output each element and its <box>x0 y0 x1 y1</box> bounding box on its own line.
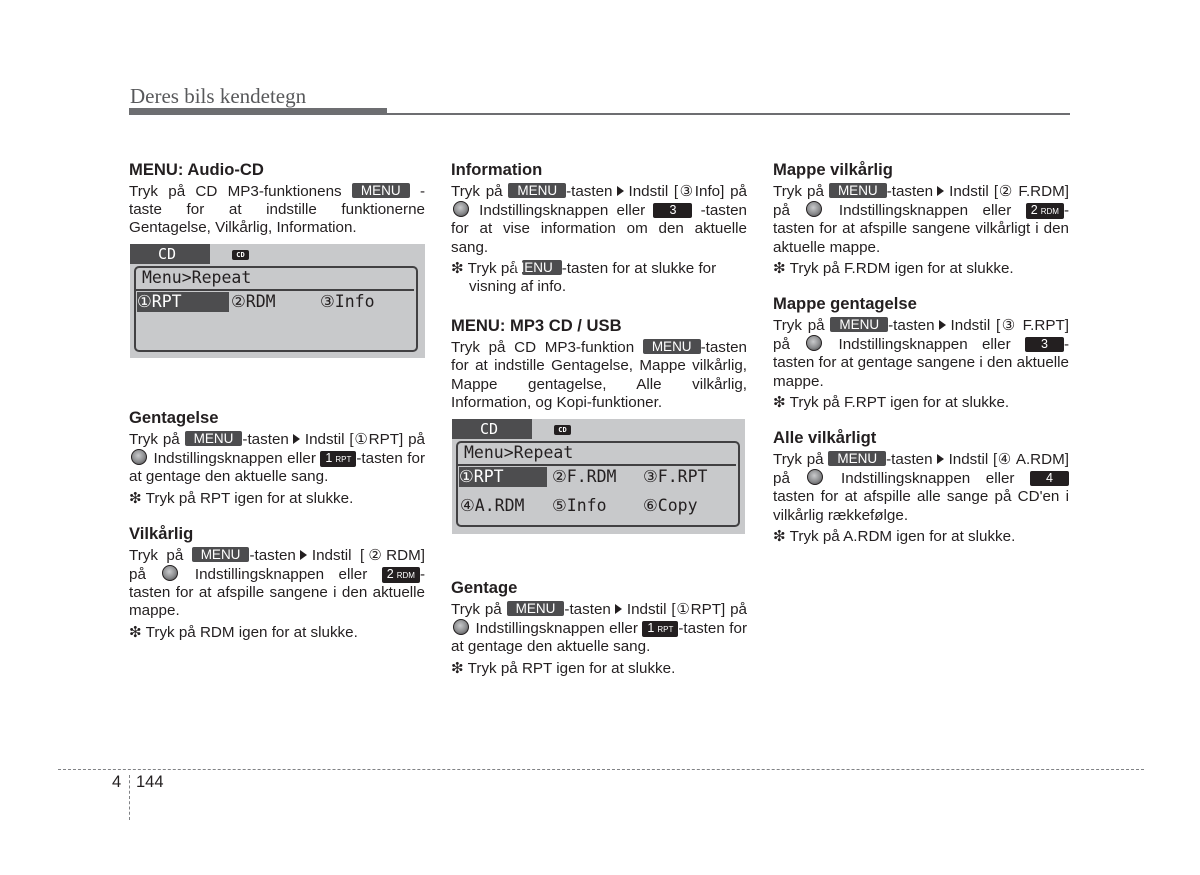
menu-key-icon: MENU <box>192 547 250 562</box>
rpt-key-icon: 1 RPT <box>320 451 356 467</box>
cd-badge-icon: CD <box>232 250 249 260</box>
page-number: 144 <box>136 773 164 791</box>
key-4-icon: 4 <box>1030 471 1069 486</box>
rpt-key-icon: 1 RPT <box>642 621 678 637</box>
menu-key-icon: MENU <box>830 317 888 332</box>
arrow-right-icon <box>937 454 944 464</box>
section-heading-gentagelse: Gentagelse <box>129 408 219 427</box>
arrow-right-icon <box>300 550 307 560</box>
column-1-lower <box>129 408 425 642</box>
gentage-note: ❇ Tryk på RPT igen for at slukke. <box>451 659 676 677</box>
column-2-lower <box>451 578 747 678</box>
display-separator <box>458 464 736 466</box>
display-option-frdm: ②F.RDM <box>552 467 617 486</box>
column-3 <box>773 160 1069 546</box>
arrow-right-icon <box>615 604 622 614</box>
section-heading-mp3: MENU: MP3 CD / USB <box>451 316 622 336</box>
audio-cd-paragraph: Tryk på CD MP3-funktionens MENU - taste for at indstille funktionerne Gentagelse, Vilkårlig, Information. <box>129 183 425 237</box>
display-separator <box>136 289 414 291</box>
section-heading-mappe-gentagelse: Mappe gentagelse <box>773 294 917 314</box>
alle-vilkaarligt-paragraph: Tryk på MENU -tasten Indstil [④ A.RDM] på Indstillingsknappen eller 4 tasten for at afspille alle sange på CD'en i vilkårlig rækkefølge. <box>773 451 1069 524</box>
display-screen-audio-cd <box>130 244 425 358</box>
tune-knob-icon <box>806 201 822 217</box>
header-rule-thick <box>129 108 387 115</box>
display-option-rpt: ①RPT <box>459 467 547 487</box>
display-screen-mp3 <box>452 419 745 534</box>
display-tab-cd: CD <box>130 244 210 264</box>
gentagelse-paragraph: Tryk på MENU -tasten Indstil [①RPT] på Indstillingsknappen eller 1 RPT -tasten for at gentage den aktuelle sang. <box>129 431 425 486</box>
rdm-key-icon: 2 RDM <box>382 567 420 583</box>
section-heading-information: Information <box>451 160 543 179</box>
section-heading-mappe-vilkaarlig: Mappe vilkårlig <box>773 160 893 179</box>
section-heading-alle-vilkaarligt: Alle vilkårligt <box>773 428 877 448</box>
tune-knob-icon <box>453 201 469 217</box>
arrow-right-icon <box>617 186 624 196</box>
menu-key-icon: MENU <box>508 183 566 198</box>
tune-knob-icon <box>162 565 178 581</box>
mappe-vilkaarlig-note: ❇ Tryk på F.RDM igen for at slukke. <box>773 259 1014 277</box>
menu-key-icon: MENU <box>352 183 410 198</box>
vilkaarlig-note: ❇ Tryk på RDM igen for at slukke. <box>129 623 358 641</box>
menu-key-icon: MENU <box>829 183 887 198</box>
tune-knob-icon <box>807 469 823 485</box>
arrow-right-icon <box>937 186 944 196</box>
rdm-key-icon: 2 RDM <box>1026 203 1064 219</box>
display-option-info: ③Info <box>320 292 375 311</box>
key-3-icon: 3 <box>1025 337 1064 352</box>
display-option-copy: ⑥Copy <box>643 496 698 515</box>
menu-key-icon: MENU <box>828 451 886 466</box>
mp3-paragraph: Tryk på CD MP3-funktion MENU -tasten for at indstille Gentagelse, Mappe vilkårlig, Mappe gentagelse, Alle vilkårlig, Information, og Kopi-funktioner. <box>451 339 747 411</box>
display-option-rpt: ①RPT <box>137 292 229 312</box>
arrow-right-icon <box>939 320 946 330</box>
alle-vilkaarligt-note: ❇ Tryk på A.RDM igen for at slukke. <box>773 527 1016 545</box>
information-paragraph: Tryk på MENU -tasten Indstil [③Info] på Indstillingsknappen eller 3 -tasten for at vise information om den aktuelle sang. <box>451 183 748 256</box>
display-option-ardm: ④A.RDM <box>460 496 525 515</box>
vilkaarlig-paragraph: Tryk på MENU -tasten Indstil [②RDM] på Indstillingsknappen eller 2 RDM -tasten for at afspille sangene i den aktuelle mappe. <box>129 546 425 620</box>
display-menu-title: Menu>Repeat <box>142 268 252 287</box>
section-heading-audio-cd: MENU: Audio-CD <box>129 160 264 179</box>
key-3-icon: 3 <box>653 203 692 218</box>
section-heading-vilkaarlig: Vilkårlig <box>129 523 194 543</box>
tune-knob-icon <box>806 335 822 351</box>
section-heading-gentage: Gentage <box>451 578 518 597</box>
header-rule-thin <box>387 113 1070 115</box>
display-option-rdm: ②RDM <box>231 292 276 311</box>
display-option-info: ⑤Info <box>552 496 607 515</box>
arrow-right-icon <box>293 434 300 444</box>
display-menu-title: Menu>Repeat <box>464 443 574 462</box>
gentagelse-note: ❇ Tryk på RPT igen for at slukke. <box>129 489 354 507</box>
chapter-number: 4 <box>112 773 122 791</box>
gentage-paragraph: Tryk på MENU -tasten Indstil [①RPT] på Indstillingsknappen eller 1 RPT -tasten for at gentage den aktuelle sang. <box>451 601 747 656</box>
footer-dashed-rule <box>58 769 1144 770</box>
menu-key-icon: MENU <box>643 339 701 354</box>
display-tab-cd: CD <box>452 419 532 439</box>
menu-key-icon: MENU <box>522 260 562 275</box>
mappe-gentagelse-note: ❇ Tryk på F.RPT igen for at slukke. <box>773 393 1010 411</box>
menu-key-icon: MENU <box>185 431 243 446</box>
menu-key-icon: MENU <box>507 601 565 616</box>
cd-badge-icon: CD <box>554 425 571 435</box>
mappe-vilkaarlig-paragraph: Tryk på MENU -tasten Indstil [② F.RDM] på Indstillingsknappen eller 2 RDM -tasten for at afspille sangene vilkårligt i den aktuelle mappe. <box>773 183 1069 256</box>
column-1 <box>129 160 425 238</box>
page-header-title: Deres bils kendetegn <box>130 84 307 108</box>
tune-knob-icon <box>131 449 147 465</box>
tune-knob-icon <box>453 619 469 635</box>
column-2 <box>451 160 747 412</box>
information-note: ❇ Tryk på MENU -tasten for at slukke for visning af info. <box>451 259 717 296</box>
display-option-frpt: ③F.RPT <box>643 467 708 486</box>
footer-dashed-divider <box>129 775 130 820</box>
mappe-gentagelse-paragraph: Tryk på MENU -tasten Indstil [③ F.RPT] på Indstillingsknappen eller 3 -tasten for at gentage sangene i den aktuelle mappe. <box>773 317 1069 390</box>
